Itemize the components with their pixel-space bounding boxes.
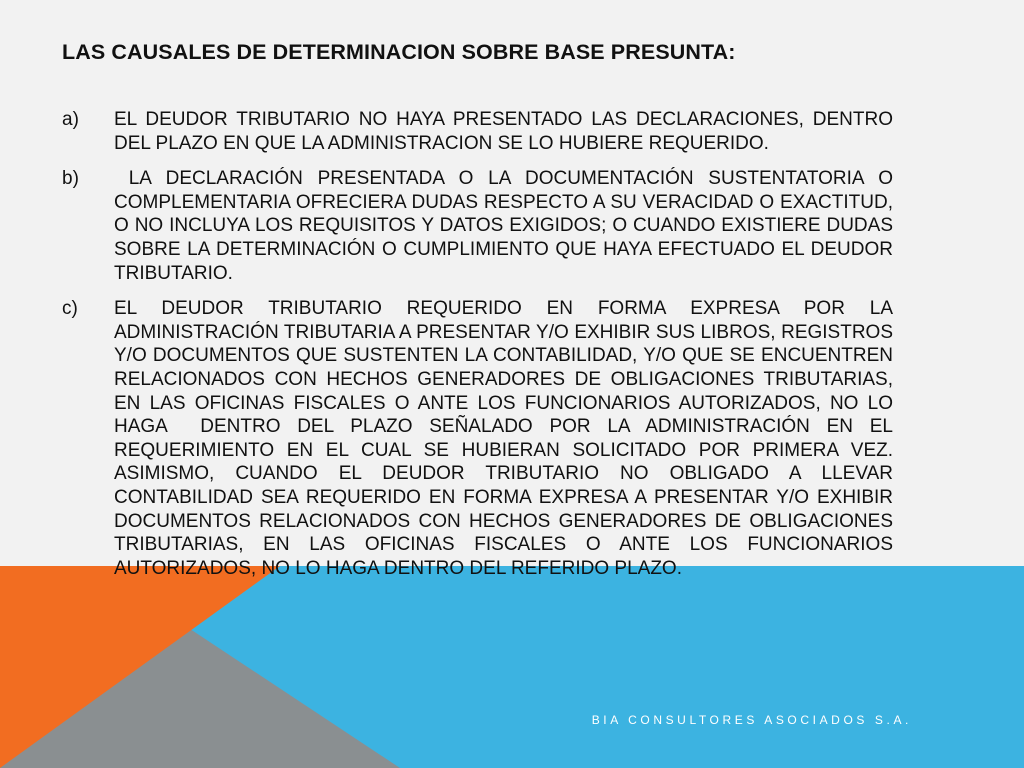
list-item [62, 167, 899, 285]
item-text: EL DEUDOR TRIBUTARIO NO HAYA PRESENTADO LAS DECLARACIONES, DENTRO DEL PLAZO EN QUE LA ADMINISTRACION SE LO HUBIERE REQUERIDO. [114, 109, 899, 154]
list-item [62, 297, 899, 580]
causes-list [62, 108, 899, 592]
list-item [62, 108, 899, 155]
item-marker: b) [62, 168, 79, 190]
footer-company-name: BIA CONSULTORES ASOCIADOS S.A. [591, 713, 912, 727]
item-text: EL DEUDOR TRIBUTARIO REQUERIDO EN FORMA EXPRESA POR LA ADMINISTRACIÓN TRIBUTARIA A PRESENTAR Y/O EXHIBIR SUS LIBROS, REGISTROS Y/O DOCUMENTOS QUE SUSTENTEN LA CONTABILIDAD, Y/O QUE SE ENCUENTREN RELACIONADOS CON HECHOS GENERADORES DE OBLIGACIONES TRIBUTARIAS, EN LAS OFICINAS FISCALES O ANTE LOS FUNCIONARIOS AUTORIZADOS, NO LO HAGA DENTRO DEL PLAZO SEÑALADO POR LA ADMINISTRACIÓN EN EL REQUERIMIENTO EN EL CUAL SE HUBIERAN SOLICITADO POR PRIMERA VEZ. ASIMISMO, CUANDO EL DEUDOR TRIBUTARIO NO OBLIGADO A LLEVAR CONTABILIDAD SEA REQUERIDO EN FORMA EXPRESA A PRESENTAR Y/O EXHIBIR DOCUMENTOS RELACIONADOS CON HECHOS GENERADORES DE OBLIGACIONES TRIBUTARIAS, EN LAS OFICINAS FISCALES O ANTE LOS FUNCIONARIOS AUTORIZADOS, NO LO HAGA DENTRO DEL REFERIDO PLAZO. [114, 298, 899, 579]
item-text: LA DECLARACIÓN PRESENTADA O LA DOCUMENTACIÓN SUSTENTATORIA O COMPLEMENTARIA OFRECIERA DUDAS RESPECTO A SU VERACIDAD O EXACTITUD, O NO INCLUYA LOS REQUISITOS Y DATOS EXIGIDOS; O CUANDO EXISTIERE DUDAS SOBRE LA DETERMINACIÓN O CUMPLIMIENTO QUE HAYA EFECTUADO EL DEUDOR TRIBUTARIO. [114, 168, 899, 284]
item-marker: c) [62, 298, 78, 320]
slide-title: LAS CAUSALES DE DETERMINACION SOBRE BASE PRESUNTA: [62, 40, 736, 64]
item-marker: a) [62, 109, 79, 130]
